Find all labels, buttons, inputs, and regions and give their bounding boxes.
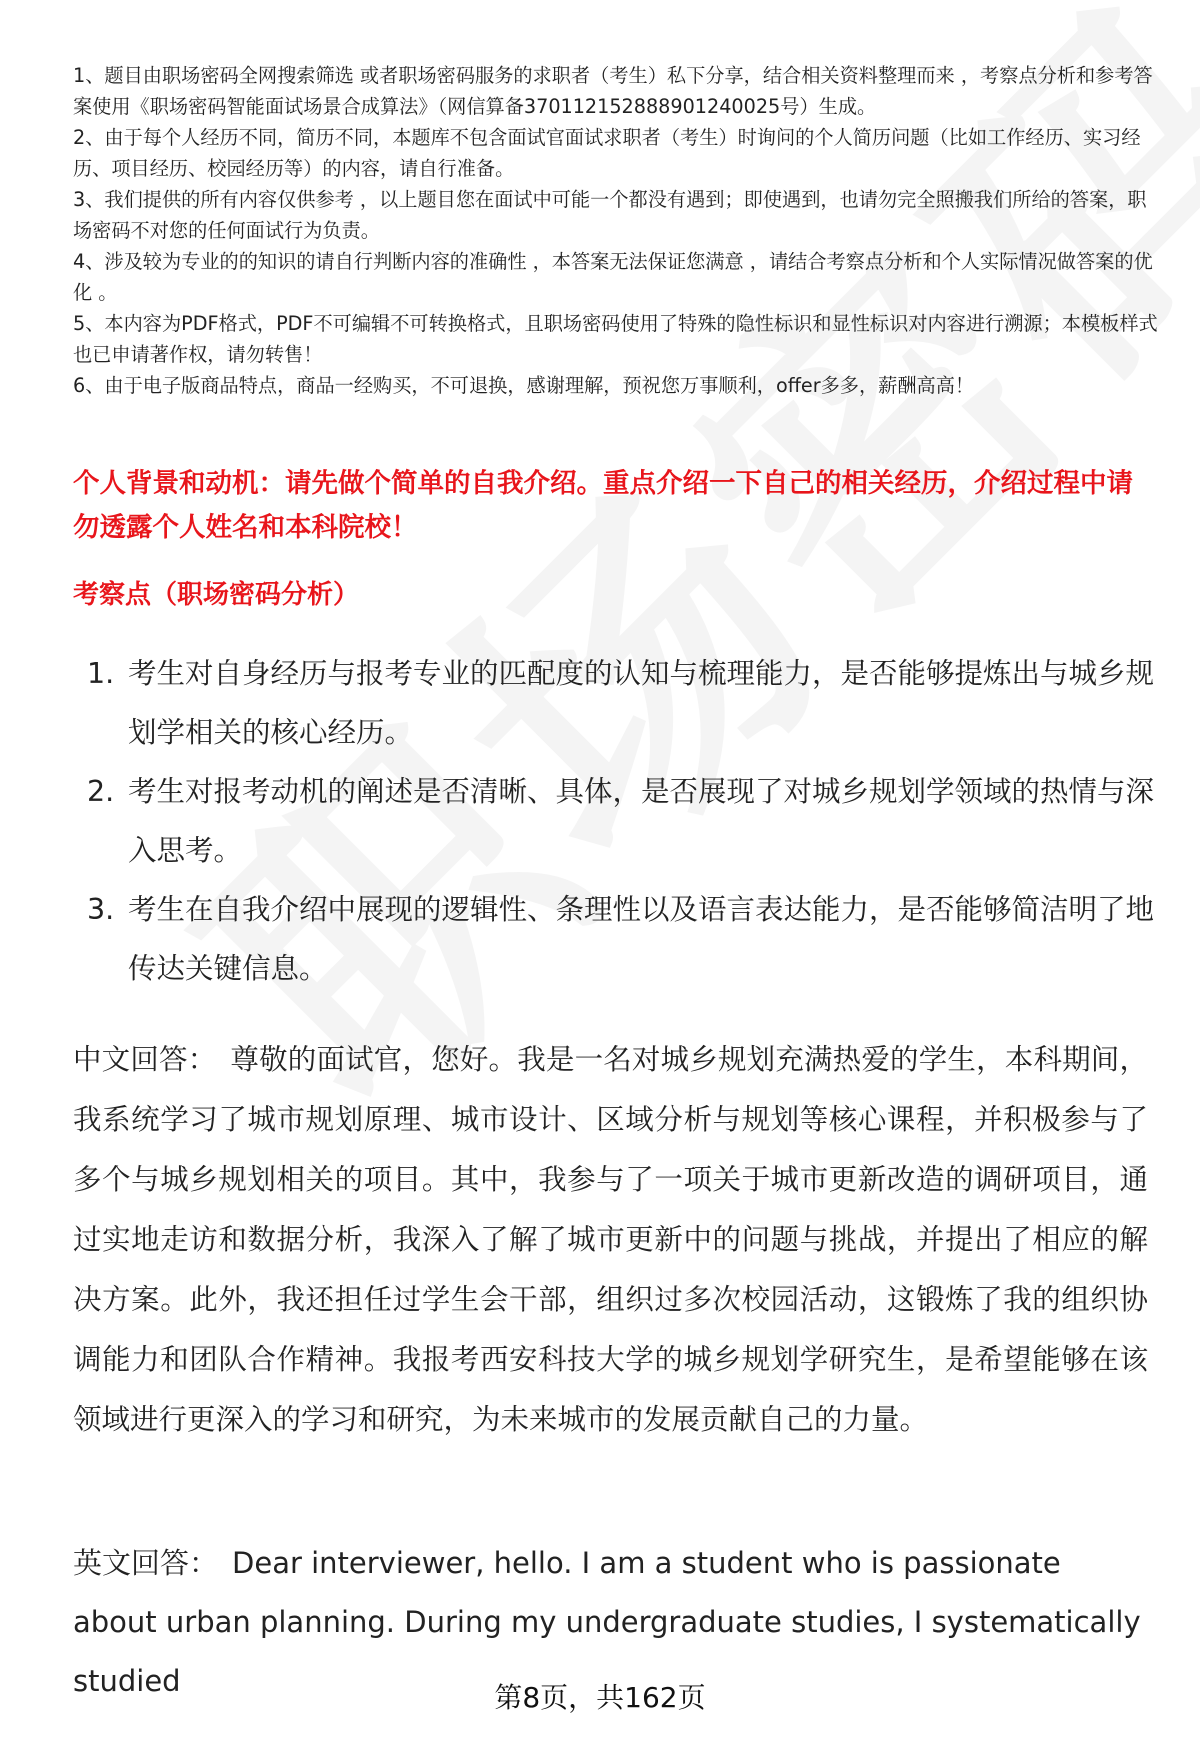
disclaimer-item: 1、题目由职场密码全网搜索筛选 或者职场密码服务的求职者（考生）私下分享，结合相关资料整理而来 ，考察点分析和参考答案使用《职场密码智能面试场景合成算法》（网信算备370112152888901240025号）生成。 [73,64,1153,118]
chinese-answer [73,1030,1148,1450]
page-number: 第8页，共162页 [494,1681,706,1714]
list-item-text: 考生对自身经历与报考专业的匹配度的认知与梳理能力，是否能够提炼出与城乡规划学相关的核心经历。 [128,657,1155,749]
list-item [73,762,1163,880]
disclaimer-block [73,60,1163,401]
analysis-points-list [73,644,1163,998]
disclaimer-item: 2、由于每个人经历不同，简历不同，本题库不包含面试官面试求职者（考生）时询问的个人简历问题（比如工作经历、实习经历、项目经历、校园经历等）的内容，请自行准备。 [73,126,1141,180]
disclaimer-item: 5、本内容为PDF格式，PDF不可编辑不可转换格式，且职场密码使用了特殊的隐性标识和显性标识对内容进行溯源；本模板样式也已申请著作权，请勿转售！ [73,312,1158,366]
question-title: 个人背景和动机：请先做个简单的自我介绍。重点介绍一下自己的相关经历，介绍过程中请勿透露个人姓名和本科院校！ [73,468,1133,543]
list-number: 3. [87,893,115,926]
list-item [73,644,1163,762]
disclaimer-item: 4、涉及较为专业的的知识的请自行判断内容的准确性 ，本答案无法保证您满意 ，请结合考察点分析和个人实际情况做答案的优化 。 [73,250,1153,304]
disclaimer-item: 3、我们提供的所有内容仅供参考 ，以上题目您在面试中可能一个都没有遇到；即使遇到，也请勿完全照搬我们所给的答案，职场密码不对您的任何面试行为负责。 [73,188,1147,242]
list-number: 2. [87,775,115,808]
list-item-text: 考生对报考动机的阐述是否清晰、具体，是否展现了对城乡规划学领域的热情与深入思考。 [128,775,1155,867]
chinese-answer-label: 中文回答： [73,1043,217,1076]
list-item-text: 考生在自我介绍中展现的逻辑性、条理性以及语言表达能力，是否能够简洁明了地传达关键信息。 [128,893,1155,985]
list-item [73,880,1163,998]
list-number: 1. [87,657,115,690]
chinese-answer-text: 尊敬的面试官，您好。我是一名对城乡规划充满热爱的学生，本科期间，我系统学习了城市规划原理、城市设计、区域分析与规划等核心课程，并积极参与了多个与城乡规划相关的项目。其中，我参与了一项关于城市更新改造的调研项目，通过实地走访和数据分析，我深入了解了城市更新中的问题与挑战，并提出了相应的解决方案。此外，我还担任过学生会干部，组织过多次校园活动，这锻炼了我的组织协调能力和团队合作精神。我报考西安科技大学的城乡规划学研究生，是希望能够在该领域进行更深入的学习和研究，为未来城市的发展贡献自己的力量。 [73,1043,1148,1436]
analysis-heading: 考察点（职场密码分析） [73,580,360,610]
disclaimer-item: 6、由于电子版商品特点，商品一经购买，不可退换，感谢理解，预祝您万事顺利，offer多多，薪酬高高！ [73,374,975,397]
english-answer-text: Dear interviewer, hello. I am a student who is passionate about urban planning. During my undergraduate studies, I systematically studied [73,1546,1141,1698]
english-answer-label: 英文回答： [73,1546,219,1580]
